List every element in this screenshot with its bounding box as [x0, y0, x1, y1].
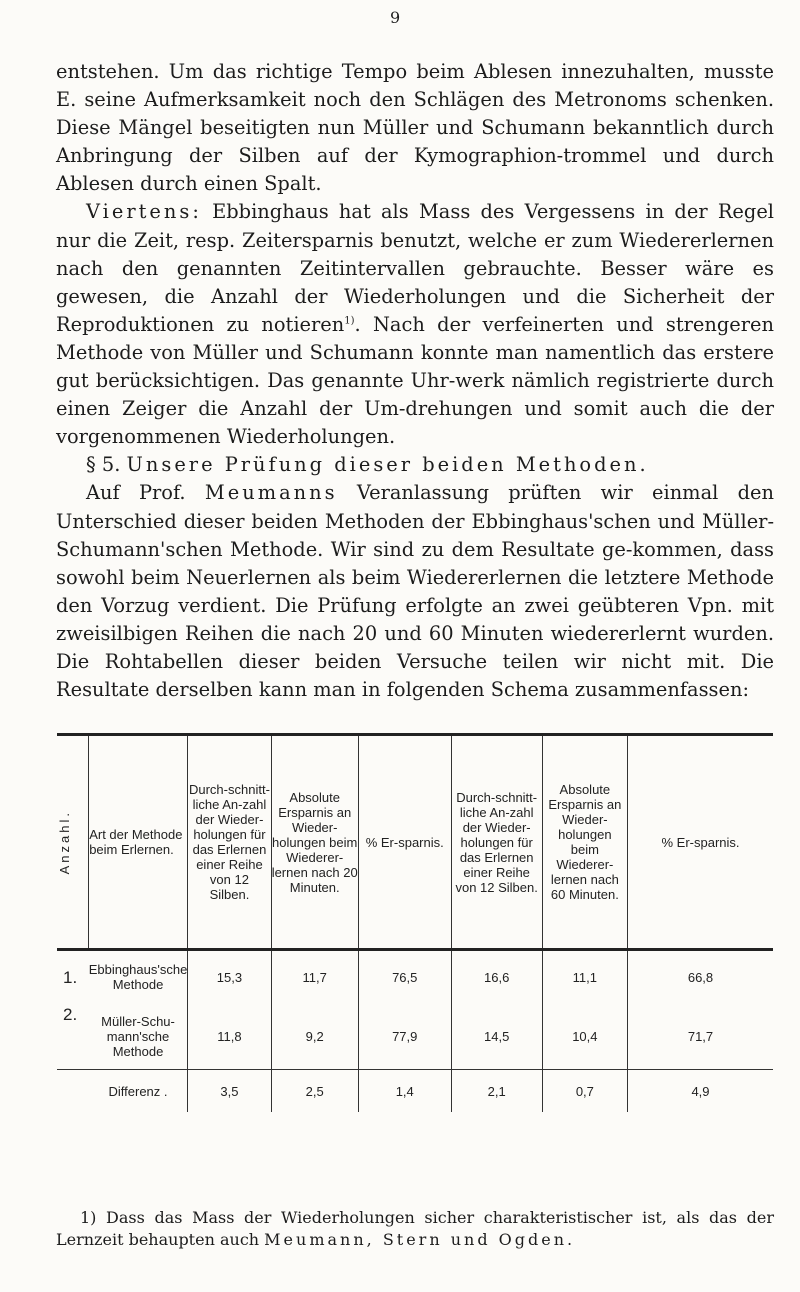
row-number: 2. [63, 1005, 78, 1024]
header-anzahl: Anzahl. [57, 735, 89, 950]
cell-v1: 11,8 [188, 1003, 271, 1070]
header-pct60: % Er-sparnis. [628, 735, 774, 950]
row-method: Ebbinghaus'sche Methode [89, 950, 188, 1004]
cell-v4: 14,5 [451, 1003, 542, 1070]
cell-v6: 66,8 [687, 969, 714, 985]
body-text [56, 58, 774, 704]
header-art: Art der Methode beim Erlernen. [89, 735, 188, 950]
diff-v1: 3,5 [188, 1070, 271, 1113]
diff-v3: 1,4 [358, 1070, 451, 1113]
table-row [57, 950, 773, 1004]
cell-v5: 10,4 [542, 1003, 627, 1070]
cell-v3: 77,9 [358, 1003, 451, 1070]
diff-v6: 4,9 [628, 1070, 774, 1113]
cell-v2: 9,2 [271, 1003, 358, 1070]
cell-v1: 15,3 [188, 950, 271, 1004]
besser-text: Besser wäre es gewesen, die Anzahl der Wiederholungen und die Sicherheit der Reproduktionen zu notieren [56, 256, 774, 336]
difference-label: Differenz . [89, 1070, 188, 1113]
cell-v5: 11,1 [542, 950, 627, 1004]
viertens-text: Ebbinghaus hat als Mass des Vergessens in der Regel nur die Zeit, resp. Zeitersparnis benutzt, welche er zum Wiedererlernen nach den genannten Zeitintervallen gebrauchte. [56, 200, 774, 280]
section-title: Unsere Prüfung dieser beiden Methoden. [126, 453, 649, 477]
page-number: 9 [390, 8, 401, 27]
footnote-text: Dass das Mass der Wiederholungen sicher charakteristischer ist, als das der Lernzeit behaupten auch [56, 1208, 774, 1249]
diff-v4: 2,1 [451, 1070, 542, 1113]
header-wdh20: Durch-schnitt-liche An-zahl der Wieder-holungen für das Erlernen einer Reihe von 12 Silben. [188, 735, 271, 950]
header-abs20: Absolute Ersparnis an Wieder-holungen beim Wiederer-lernen nach 20 Minuten. [271, 735, 358, 950]
table-row [57, 1003, 773, 1070]
paragraph-1: entstehen. Um das richtige Tempo beim Ablesen innezuhalten, musste E. seine Aufmerksamkeit noch den Schlägen des Metronoms schenken. Diese Mängel beseitigten nun Müller und Schumann bekanntlich durch Anbringung der Silben auf der Kymographion-trommel und durch Ablesen durch einen Spalt. [56, 60, 774, 196]
cell-v4: 16,6 [451, 950, 542, 1004]
meumanns-name: Meumanns [204, 481, 338, 505]
viertens-lead: Viertens: [86, 200, 202, 224]
header-wdh60: Durch-schnitt-liche An-zahl der Wieder-holungen für das Erlernen einer Reihe von 12 Silben. [451, 735, 542, 950]
difference-row [57, 1070, 773, 1113]
section-number: § 5. [86, 453, 121, 477]
section-heading [56, 451, 774, 479]
header-abs60: Absolute Ersparnis an Wieder-holungen beim Wiederer-lernen nach 60 Minuten. [542, 735, 627, 950]
footnote-names: Meumann, Stern und Ogden. [264, 1230, 576, 1249]
section-text: Veranlassung prüften wir einmal den Unterschied dieser beiden Methoden der Ebbinghaus'schen und Müller-Schumann'schen Methode. Wir sind zu dem Resultate ge-kommen, dass sowohl beim Neuerlernen als beim Wiedererlernen die letztere Methode den Vorzug verdient. Die Prüfung erfolgte an zwei geübteren Vpn. mit zweisilbigen Reihen die nach 20 und 60 Minuten wiedererlernt wurden. Die Rohtabellen dieser beiden Versuche teilen wir nicht mit. Die Resultate derselben kann man in folgenden Schema zusammenfassen: [56, 481, 774, 702]
cell-v6: 71,7 [687, 1028, 714, 1044]
footnote-marker: 1) [344, 315, 355, 327]
row-method: Müller-Schu-mann'sche Methode [89, 1003, 188, 1070]
results-table [57, 733, 773, 1112]
cell-v2: 11,7 [271, 950, 358, 1004]
diff-v5: 0,7 [542, 1070, 627, 1113]
row-number: 1. [63, 967, 78, 987]
header-pct20: % Er-sparnis. [358, 735, 451, 950]
paragraph-viertens: Viertens: Ebbinghaus hat als Mass des Vergessens in der Regel nur die Zeit, resp. Zeitersparnis benutzt, welche er zum Wiedererlernen nach den genannten Zeitintervallen gebrauchte. Besser wäre es gewesen, die Anzahl der Wiederholungen und die Sicherheit der Reproduktionen zu notieren$^{1)}$. Nach der verfeinerten und strengeren Methode von Müller und Schumann konnte man namentlich das erstere gut berücksichtigen. Das genannte Uhr-werk nämlich registrierte durch einen Zeiger die Anzahl der Um-drehungen und somit auch die der vorgenommenen Wiederholungen. [56, 200, 775, 449]
nach-text: Nach der verfeinerten und strengeren Methode von Müller und Schumann konnte man namentlich das erstere gut berücksichtigen. Das genannte Uhr-werk nämlich registrierte durch einen Zeiger die Anzahl der Um-drehungen und somit auch die der vorgenommenen Wiederholungen. [56, 312, 775, 449]
footnote [56, 1207, 774, 1251]
table-header-row [57, 735, 773, 950]
cell-v3: 76,5 [358, 950, 451, 1004]
paragraph-section [56, 479, 774, 704]
diff-v2: 2,5 [271, 1070, 358, 1113]
auf-prof: Auf Prof. [86, 481, 186, 505]
footnote-number: 1) [80, 1208, 97, 1227]
